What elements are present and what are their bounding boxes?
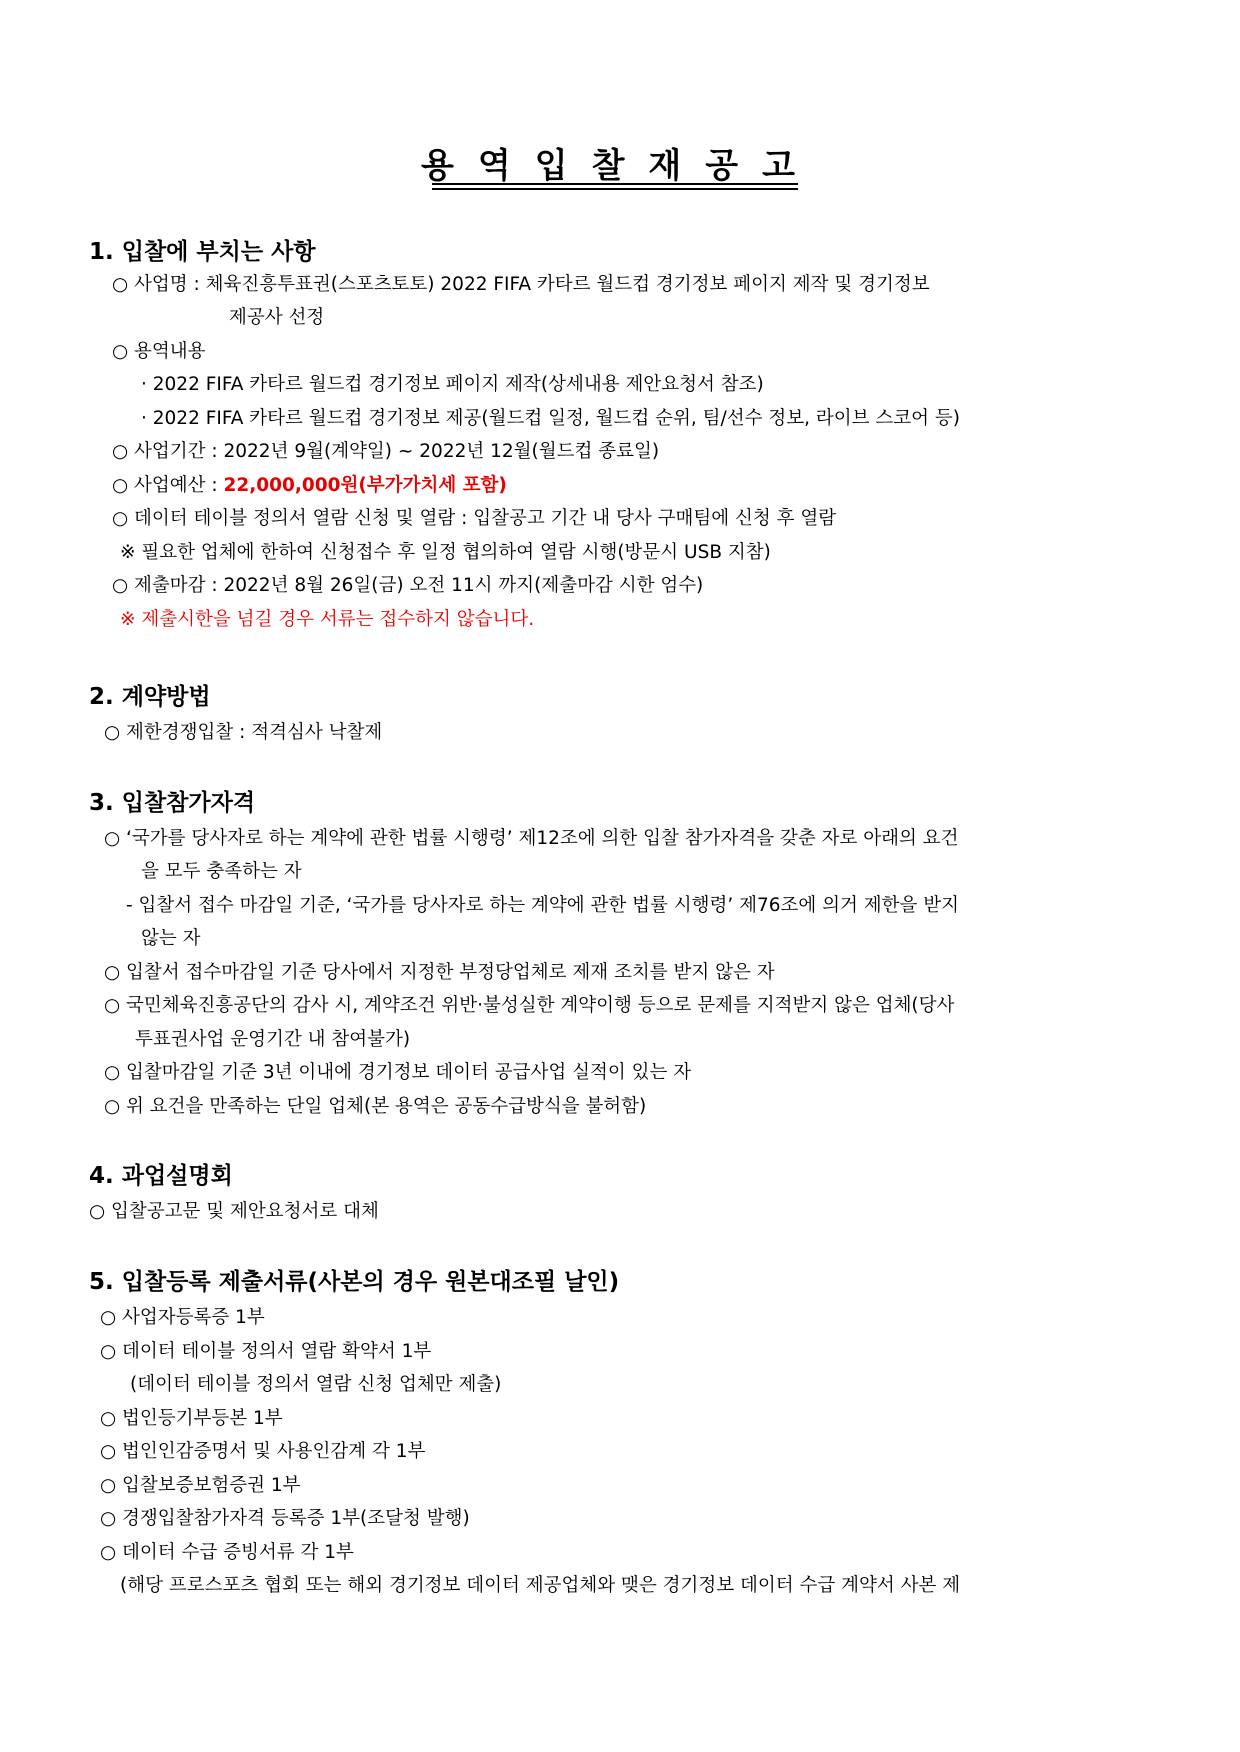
qualification-4-line-1: ○ 국민체육진흥공단의 감사 시, 계약조건 위반·불성실한 계약이행 등으로 문제를 지적받지 않은 업체(당사 bbox=[104, 995, 955, 1016]
qualification-1-line-1: ○ ‘국가를 당사자로 하는 계약에 관한 법률 시행령’ 제12조에 의한 입찰 참가자격을 갖춘 자로 아래의 요건 bbox=[104, 828, 959, 849]
submission-deadline: ○ 제출마감 : 2022년 8월 26일(금) 오전 11시 까지(제출마감 시한 엄수) bbox=[112, 575, 704, 596]
section-2-heading: 2. 계약방법 bbox=[89, 684, 211, 710]
qualification-5: ○ 입찰마감일 기준 3년 이내에 경기정보 데이터 공급사업 실적이 있는 자 bbox=[104, 1062, 692, 1083]
project-budget bbox=[112, 473, 507, 499]
project-name-line-2: 제공사 선정 bbox=[229, 307, 325, 328]
document-title: 용역입찰재공고 bbox=[421, 146, 819, 186]
qualification-3: ○ 입찰서 접수마감일 기준 당사에서 지정한 부정당업체로 제재 조치를 받지 않은 자 bbox=[104, 962, 775, 983]
qualification-1-line-2: 을 모두 충족하는 자 bbox=[141, 861, 302, 882]
service-content-label: ○ 용역내용 bbox=[112, 341, 206, 362]
data-table-review: ○ 데이터 테이블 정의서 열람 신청 및 열람 : 입찰공고 기간 내 당사 구매팀에 신청 후 열람 bbox=[112, 508, 837, 529]
section-5-heading: 5. 입찰등록 제출서류(사본의 경우 원본대조필 날인) bbox=[89, 1269, 620, 1295]
required-document-4: ○ 법인인감증명서 및 사용인감계 각 1부 bbox=[100, 1441, 426, 1462]
title-underline-bottom bbox=[432, 188, 798, 190]
briefing-replacement: ○ 입찰공고문 및 제안요청서로 대체 bbox=[89, 1201, 379, 1222]
title-underline-top bbox=[432, 183, 798, 185]
required-document-1: ○ 사업자등록증 1부 bbox=[100, 1307, 265, 1328]
deadline-warning: ※ 제출시한을 넘길 경우 서류는 접수하지 않습니다. bbox=[120, 609, 535, 630]
service-content-item-2: · 2022 FIFA 카타르 월드컵 경기정보 제공(월드컵 일정, 월드컵 순위, 팀/선수 정보, 라이브 스코어 등) bbox=[141, 408, 960, 429]
required-document-2: ○ 데이터 테이블 정의서 열람 확약서 1부 bbox=[100, 1341, 432, 1362]
budget-value: 22,000,000원(부가가치세 포함) bbox=[223, 475, 507, 496]
section-4-heading: 4. 과업설명회 bbox=[89, 1163, 233, 1189]
required-document-6: ○ 경쟁입찰참가자격 등록증 1부(조달청 발행) bbox=[100, 1508, 470, 1529]
required-document-2-note: (데이터 테이블 정의서 열람 신청 업체만 제출) bbox=[130, 1374, 502, 1395]
section-3-heading: 3. 입찰참가자격 bbox=[89, 790, 256, 816]
project-period: ○ 사업기간 : 2022년 9월(계약일) ~ 2022년 12월(월드컵 종료일) bbox=[112, 441, 660, 462]
service-content-item-1: · 2022 FIFA 카타르 월드컵 경기정보 페이지 제작(상세내용 제안요청서 참조) bbox=[141, 374, 764, 395]
required-document-3: ○ 법인등기부등본 1부 bbox=[100, 1408, 283, 1429]
project-name-line-1: ○ 사업명 : 체육진흥투표권(스포츠토토) 2022 FIFA 카타르 월드컵 경기정보 페이지 제작 및 경기정보 bbox=[112, 274, 930, 295]
qualification-6: ○ 위 요건을 만족하는 단일 업체(본 용역은 공동수급방식을 불허함) bbox=[104, 1096, 647, 1117]
required-document-7: ○ 데이터 수급 증빙서류 각 1부 bbox=[100, 1542, 354, 1563]
required-document-7-note: (해당 프로스포츠 협회 또는 해외 경기정보 데이터 제공업체와 맺은 경기정보 데이터 수급 계약서 사본 제 bbox=[120, 1575, 961, 1596]
budget-label: ○ 사업예산 : bbox=[112, 475, 224, 496]
qualification-2-line-2: 않는 자 bbox=[141, 928, 201, 949]
qualification-4-line-2: 투표권사업 운영기간 내 참여불가) bbox=[135, 1029, 411, 1050]
data-table-note: ※ 필요한 업체에 한하여 신청접수 후 일정 협의하여 열람 시행(방문시 USB 지참) bbox=[120, 542, 771, 563]
section-1-heading: 1. 입찰에 부치는 사항 bbox=[89, 239, 316, 265]
contract-method: ○ 제한경쟁입찰 : 적격심사 낙찰제 bbox=[104, 722, 383, 743]
required-document-5: ○ 입찰보증보험증권 1부 bbox=[100, 1475, 301, 1496]
qualification-2-line-1: - 입찰서 접수 마감일 기준, ‘국가를 당사자로 하는 계약에 관한 법률 시행령’ 제76조에 의거 제한을 받지 bbox=[126, 895, 960, 916]
